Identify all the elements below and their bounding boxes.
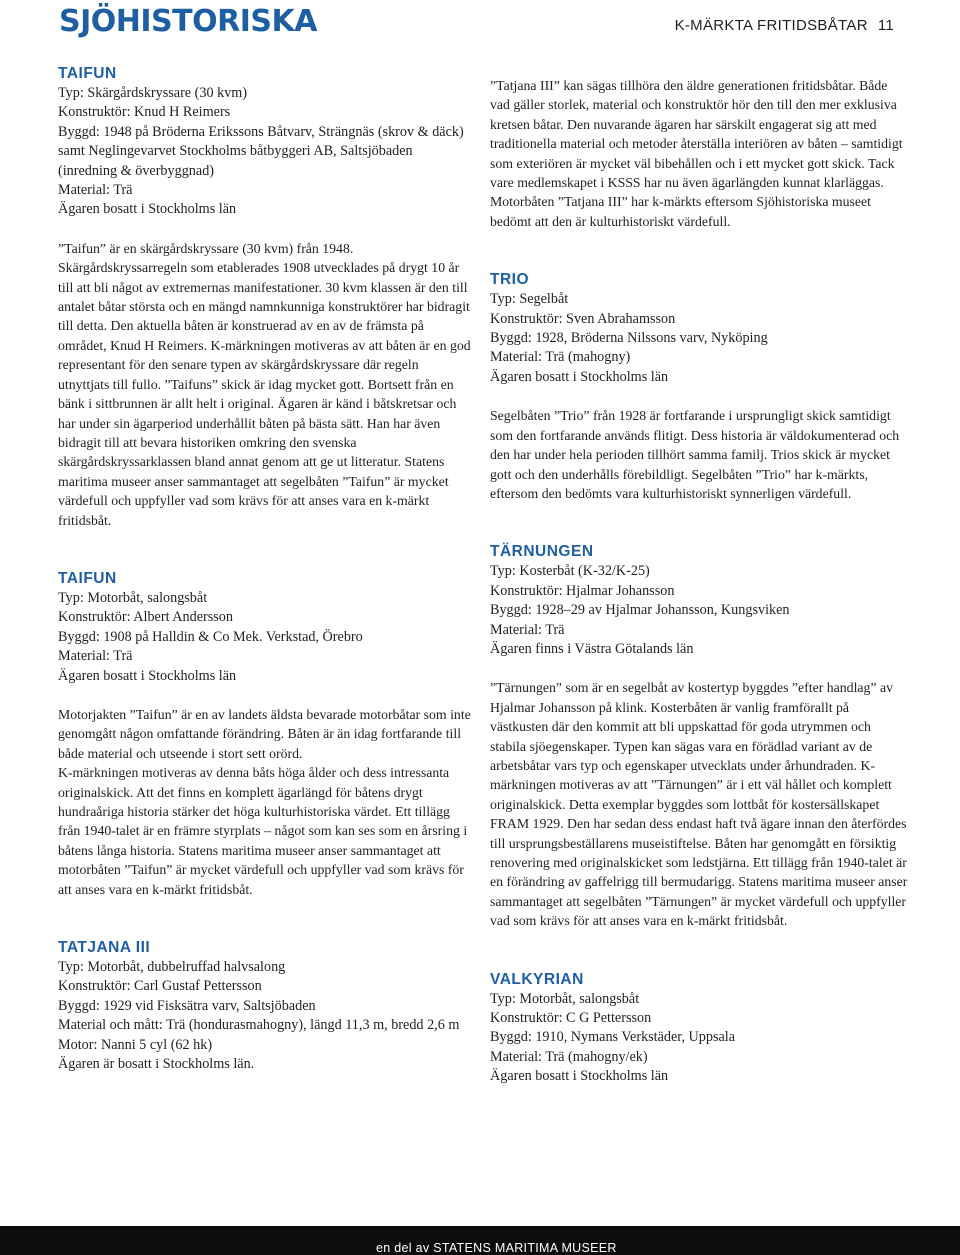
heading-taifun-2: TAIFUN — [58, 569, 117, 587]
heading-trio: TRIO — [490, 271, 530, 289]
logo: SJÖHISTORISKA — [59, 4, 317, 39]
fact-built: Byggd: 1929 vid Fisksätra varv, Saltsjöbaden — [58, 997, 316, 1014]
body-tarnungen: ”Tärnungen” som är en segelbåt av kostertyp byggdes ”efter handlag” av Hjalmar Johansson på klink. Kosterbåten är vanlig framförallt på västkusten där den kommit att bli uppskattad för goda utrymmen och stabila sjöegenskaper. Typen kan sägas vara en förädlad variant av de arbetsbåtar vars typ och egenskaper utvecklats under århundraden. K-märkningen motiveras av att ”Tärnungen” är i ett väl hållet och komplett originalskick. Detta exemplar byggdes som lottbåt för kostersällskapet FRAM 1929. Den har sedan dess endast haft två ägare innan den återfördes till ursprungsbeställarens museistiftelse. Båten har genomgått en försiktig renovering med originalskicket som ledstjärna. Ett tillägg från 1940-talet är en förändring av gaffelrigg till bermudarigg. Statens maritima museer anser sammantaget att segelbåten ”Tärnungen” är mycket värdefull och uppfyller vad som krävs för att anses vara en k-märkt fritidsbåt. — [490, 680, 908, 929]
facts-tarnungen — [490, 562, 910, 659]
fact-type: Typ: Motorbåt, salongsbåt — [490, 990, 640, 1007]
fact-owner: Ägaren bosatt i Stockholms län — [490, 1068, 669, 1085]
fact-designer: Konstruktör: Hjalmar Johansson — [490, 582, 675, 599]
body-taifun-2-para-1: Motorjakten ”Taifun” är en av landets äldsta bevarade motorbåtar som inte genomgått någon omfattande förändring. Båten är än idag fortfarande till både material och utseende i stort sett orörd. — [58, 706, 471, 761]
fact-owner: Ägaren bosatt i Stockholms län — [58, 201, 237, 218]
facts-trio — [490, 290, 910, 387]
right-column — [490, 76, 910, 1087]
fact-material: Material och mått: Trä (hondurasmahogny), längd 11,3 m, bredd 2,6 m — [58, 1017, 460, 1034]
body-tatjana: ”Tatjana III” kan sägas tillhöra den äldre generationen fritidsbåtar. Både vad gäller storlek, material och konstruktör hör den till den mer exklusiva kretsen båtar. Den nuvarande ägaren har särskilt engagerat sig att med traditionella material och metoder återställa interiören av båten – samtidigt som exteriören är mycket väl bibehållen och i ett mycket gott skick. Tack vare medlemskapet i KSSS har nu även ägarlängden kunnat klarläggas. Motorbåten ”Tatjana III” har k-märkts eftersom Sjöhistoriska museet bedömt att den är kulturhistoriskt värdefull. — [490, 78, 903, 229]
section-title: K-MÄRKTA FRITIDSBÅTAR — [674, 17, 868, 34]
body-taifun-1: ”Taifun” är en skärgårdskryssare (30 kvm) från 1948. Skärgårdskryssarregeln som etablerades 1908 utvecklades på drygt 10 år till att bli något av extremernas manifestationer. 30 kvm klassen är den till antalet båtar största och en mängd namnkunniga konstruktörer har bidragit till detta. Den aktuella båten är konstruerad av en av de främsta på området, Knud H Reimers. K-märkningen motiveras av att båten är en god representant för den senare typen av skärgårdskryssare där regeln utnyttjats till fullo. ”Taifuns” skick är idag mycket gott. Bortsett från en bänk i sittbrunnen är allt helt i original. Ägaren är känd i båtskretsar och har under sin ägarperiod underhållit båten på bästa sätt. Han har även bidragit till att bevara historiken omkring den svenska skärgårdskryssarklassen bland annat genom att ge ut litteratur. Statens maritima museer anser sammantaget att segelbåten ”Taifun” är mycket värdefull och uppfyller vad som krävs för att anses vara en k-märkt fritidsbåt. — [58, 240, 471, 528]
page-number: 11 — [877, 17, 894, 34]
fact-built: Byggd: 1928–29 av Hjalmar Johansson, Kungsviken — [490, 602, 790, 619]
left-column — [58, 64, 471, 1074]
fact-designer: Konstruktör: C G Pettersson — [490, 1010, 652, 1027]
fact-owner: Ägaren finns i Västra Götalands län — [490, 640, 694, 657]
fact-material: Material: Trä (mahogny/ek) — [490, 1048, 648, 1065]
facts-taifun-2 — [58, 589, 471, 686]
fact-type: Typ: Skärgårdskryssare (30 kvm) — [58, 85, 248, 101]
fact-owner: Ägaren bosatt i Stockholms län — [58, 667, 237, 684]
footer-bar — [0, 1226, 960, 1255]
fact-material: Material: Trä (mahogny) — [490, 349, 631, 366]
heading-tatjana: TATJANA III — [58, 939, 151, 957]
fact-designer: Konstruktör: Albert Andersson — [58, 609, 233, 626]
page-header — [675, 17, 894, 34]
heading-taifun-1: TAIFUN — [58, 65, 117, 82]
fact-material: Material: Trä — [58, 648, 133, 665]
footer-text: en del av STATENS MARITIMA MUSEER — [376, 1241, 617, 1255]
fact-material: Material: Trä — [490, 621, 565, 638]
body-trio: Segelbåten ”Trio” från 1928 är fortfarande i ursprungligt skick samtidigt som den fortfarande används flitigt. Dess historia är väldokumenterad och den har under hela perioden tillhört samma familj. Trios skick är mycket gott och den underhålls förebildligt. Segelbåten ”Trio” har k-märkts, eftersom den bedömts vara kulturhistoriskt synnerligen värdefull. — [490, 408, 900, 501]
fact-type: Typ: Segelbåt — [490, 291, 569, 308]
fact-owner: Ägaren är bosatt i Stockholms län. — [58, 1056, 255, 1073]
fact-designer: Konstruktör: Knud H Reimers — [58, 104, 231, 121]
fact-type: Typ: Motorbåt, salongsbåt — [58, 589, 208, 606]
heading-valkyrian: VALKYRIAN — [490, 970, 584, 988]
fact-owner: Ägaren bosatt i Stockholms län — [490, 368, 669, 385]
fact-type: Typ: Kosterbåt (K-32/K-25) — [490, 563, 650, 580]
fact-designer: Konstruktör: Carl Gustaf Pettersson — [58, 978, 262, 995]
fact-material: Material: Trä — [58, 182, 133, 199]
facts-taifun-1 — [58, 84, 471, 220]
fact-built: Byggd: 1948 på Bröderna Erikssons Båtvarv, Strängnäs (skrov & däck) samt Neglingevarvet Stockholms båtbyggeri AB, Saltsjöbaden (inredning & överbyggnad) — [58, 123, 464, 179]
fact-built: Byggd: 1908 på Halldin & Co Mek. Verkstad, Örebro — [58, 628, 363, 645]
heading-tarnungen: TÄRNUNGEN — [490, 543, 594, 561]
fact-built: Byggd: 1928, Bröderna Nilssons varv, Nyköping — [490, 330, 768, 347]
facts-tatjana — [58, 958, 471, 1074]
fact-built: Byggd: 1910, Nymans Verkstäder, Uppsala — [490, 1029, 736, 1046]
body-taifun-2-para-2: K-märkningen motiveras av denna båts höga ålder och dess intressanta originalskick. Att det finns en komplett ägarlängd för båtens drygt hundraåriga historia stärker det höga kulturhistoriska värdet. Ett tillägg från 1940-talet är en främre styrplats – något som kan ses som en årsring i båtens långa historia. Statens maritima museer anser sammantaget att motorbåten ”Taifun” är mycket värdefull och uppfyller vad som krävs för att anses vara en k-märkt fritidsbåt. — [58, 765, 468, 897]
facts-valkyrian — [490, 990, 910, 1087]
fact-designer: Konstruktör: Sven Abrahamsson — [490, 310, 676, 327]
fact-type: Typ: Motorbåt, dubbelruffad halvsalong — [58, 959, 286, 976]
fact-motor: Motor: Nanni 5 cyl (62 hk) — [58, 1036, 213, 1053]
